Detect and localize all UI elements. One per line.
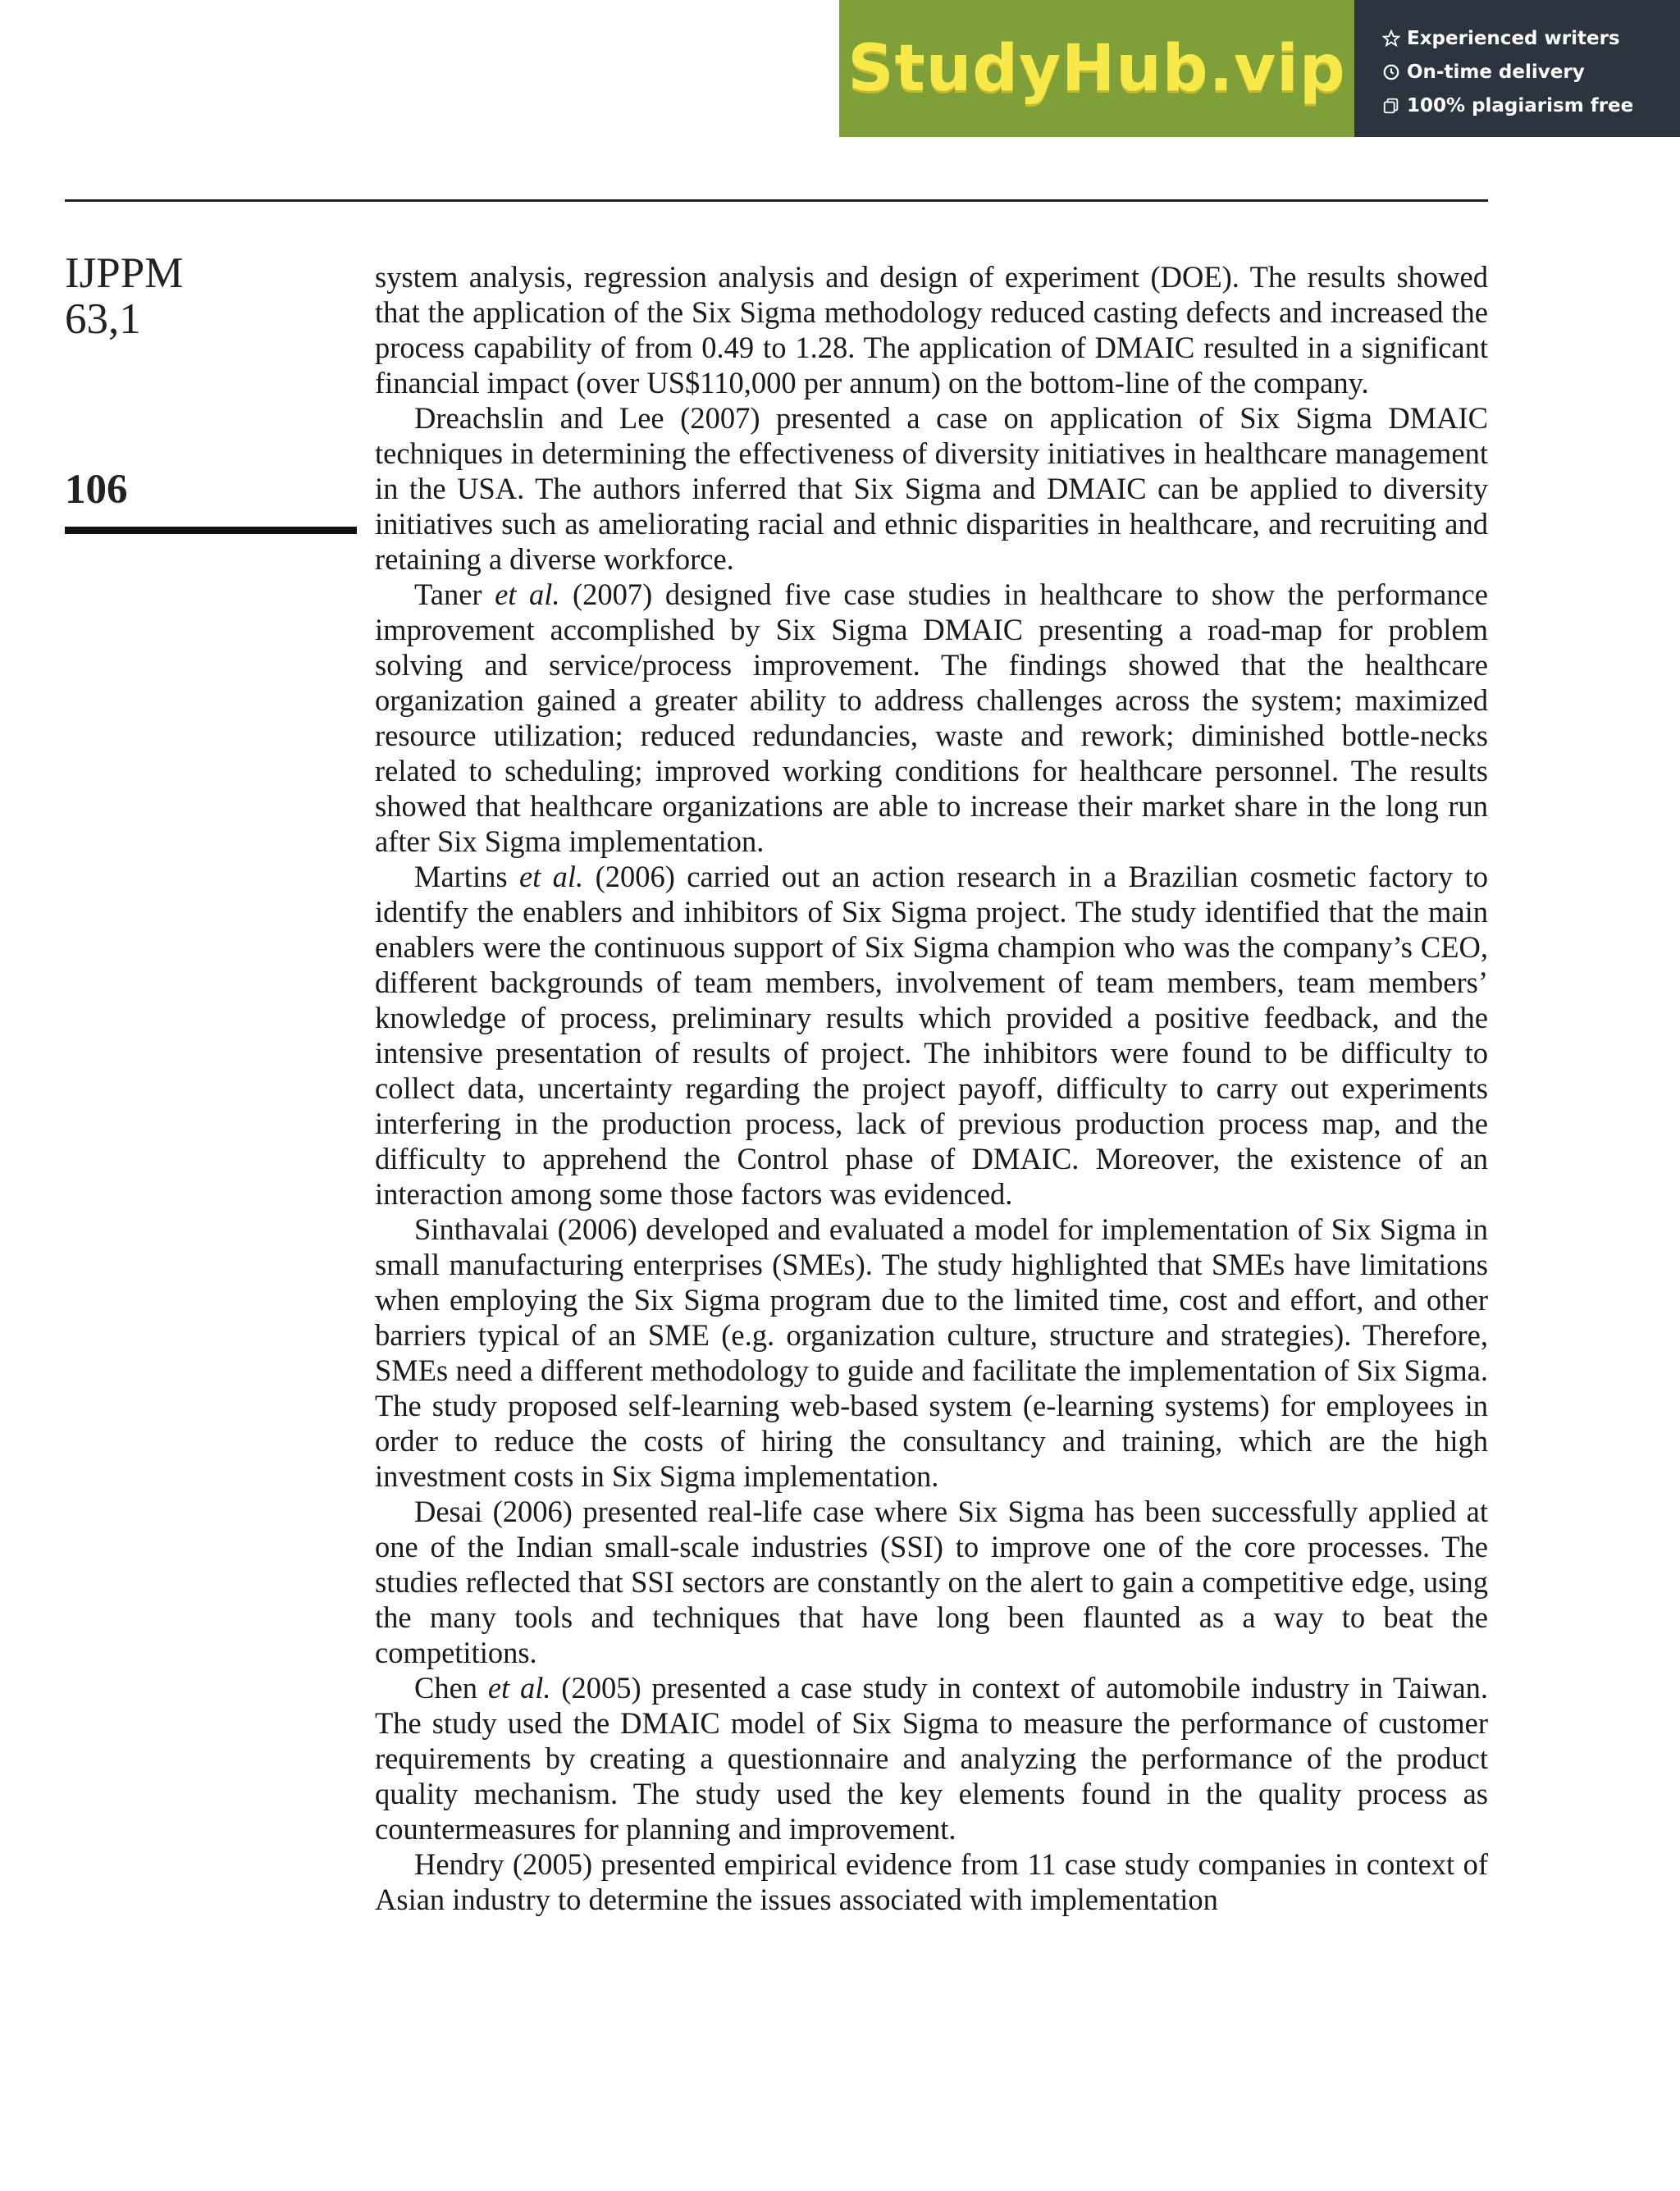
feature-label: 100% plagiarism free xyxy=(1407,94,1634,116)
clock-icon xyxy=(1382,63,1404,81)
citation-etal: et al. xyxy=(487,1671,551,1705)
page-number: 106 xyxy=(65,467,128,513)
paragraph xyxy=(375,1670,1488,1846)
citation-author: Dreachslin and Lee xyxy=(414,401,664,435)
paragraph-text: (2006) carried out an action research in a Brazilian cosmetic factory to identify the enablers and inhibitors of Six Sigma project. The study identified that the main enablers were the continuous support of Six Sigma champion who was the company’s CEO, different backgrounds of team members, involvement of team members, team members’ knowledge of process, preliminary results which provided a positive feedback, and the intensive presentation of results of project. The inhibitors were found to be difficulty to collect data, uncertainty regarding the project payoff, difficulty to carry out experiments interfering in the production process, lack of previous production process map, and the difficulty to apprehend the Control phase of DMAIC. Moreover, the existence of an interaction among some those factors was evidenced. xyxy=(375,860,1489,1211)
copy-icon xyxy=(1382,97,1404,115)
feature-plagiarism-free xyxy=(1382,89,1680,122)
page-number-rule xyxy=(65,527,357,534)
studyhub-logo[interactable] xyxy=(839,0,1354,137)
paragraph-text: system analysis, regression analysis and design of experiment (DOE). The results showed that the application of the Six Sigma methodology reduced casting defects and increased the process capability of from 0.49 to 1.28. The application of DMAIC resulted in a significant financial impact (over US$110,000 per annum) on the bottom-line of the company. xyxy=(375,260,1488,399)
citation-author: Hendry xyxy=(414,1847,504,1881)
paragraph xyxy=(375,577,1488,859)
feature-label: Experienced writers xyxy=(1407,27,1620,49)
paragraph-text: (2007) presented a case on application of Six Sigma DMAIC techniques in determining the effectiveness of diversity initiatives in healthcare management in the USA. The authors inferred that Six Sigma and DMAIC can be applied to diversity initiatives such as ameliorating racial and ethnic disparities in healthcare, and recruiting and retaining a diverse workforce. xyxy=(375,401,1488,576)
feature-experienced-writers xyxy=(1382,21,1680,55)
advert-banner[interactable] xyxy=(839,0,1680,137)
journal-volume: 63,1 xyxy=(65,295,141,343)
feature-label: On-time delivery xyxy=(1407,61,1585,83)
logo-text: StudyHub.vip xyxy=(847,31,1346,106)
banner-features xyxy=(1354,0,1680,137)
paragraph-text: (2006) presented real-life case where Six Sigma has been successfully applied at one of the Indian small-scale industries (SSI) to improve one of the core processes. The studies reflected that SSI sectors are constantly on the alert to gain a competitive edge, using the many tools and techniques that have long been flaunted as a way to beat the competitions. xyxy=(375,1495,1488,1669)
header-rule xyxy=(65,199,1488,202)
citation-author: Chen xyxy=(414,1671,488,1705)
citation-author: Taner xyxy=(414,577,495,611)
star-icon xyxy=(1382,30,1404,48)
article-body xyxy=(375,259,1488,1917)
paragraph-text: (2005) presented empirical evidence from 11 case study companies in context of Asian industry to determine the issues associated with implementation xyxy=(375,1847,1488,1916)
citation-author: Sinthavalai xyxy=(414,1212,550,1246)
paragraph xyxy=(375,859,1488,1212)
journal-info xyxy=(65,250,183,342)
paragraph-text: (2005) presented a case study in context of automobile industry in Taiwan. The study used the DMAIC model of Six Sigma to measure the performance of customer requirements by creating a questionnaire and analyzing the performance of the product quality mechanism. The study used the key elements found in the quality process as countermeasures for planning and improvement. xyxy=(375,1671,1489,1846)
citation-etal: et al. xyxy=(495,577,560,611)
citation-etal: et al. xyxy=(518,860,584,893)
feature-on-time-delivery xyxy=(1382,55,1680,89)
paragraph xyxy=(375,1494,1488,1670)
paragraph xyxy=(375,1846,1488,1917)
paragraph-text: (2006) developed and evaluated a model for implementation of Six Sigma in small manufacturing enterprises (SMEs). The study highlighted that SMEs have limitations when employing the Six Sigma program due to the limited time, cost and effort, and other barriers typical of an SME (e.g. organization culture, structure and strategies). Therefore, SMEs need a different methodology to guide and facilitate the implementation of Six Sigma. The study proposed self-learning web-based system (e-learning systems) for employees in order to reduce the costs of hiring the consultancy and training, which are the high investment costs in Six Sigma implementation. xyxy=(375,1212,1488,1493)
paragraph xyxy=(375,400,1488,577)
citation-author: Desai xyxy=(414,1495,483,1528)
paragraph xyxy=(375,1212,1488,1494)
journal-name: IJPPM xyxy=(65,249,184,297)
citation-author: Martins xyxy=(414,860,519,893)
paragraph xyxy=(375,259,1488,400)
paragraph-text: (2007) designed five case studies in healthcare to show the performance improvement accomplished by Six Sigma DMAIC presenting a road-map for problem solving and service/process improvement. The findings showed that the healthcare organization gained a greater ability to address challenges across the system; maximized resource utilization; reduced redundancies, waste and rework; diminished bottle-necks related to scheduling; improved working conditions for healthcare personnel. The results showed that healthcare organizations are able to increase their market share in the long run after Six Sigma implementation. xyxy=(375,577,1489,858)
